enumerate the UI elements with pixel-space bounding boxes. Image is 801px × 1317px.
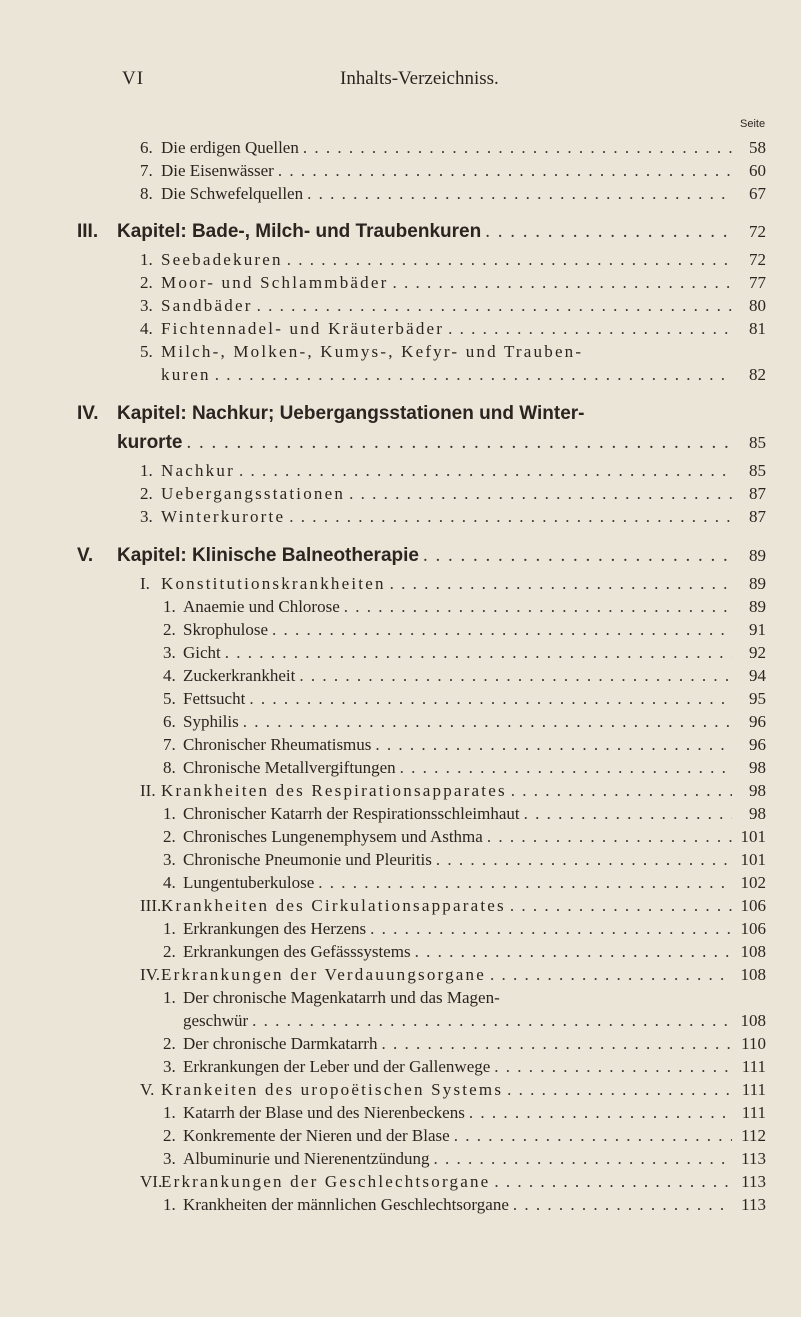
toc-entry (161, 507, 766, 531)
toc-entry-number: 5. (140, 342, 153, 361)
toc-entry-number: 3. (163, 850, 176, 869)
leader-dots (490, 1057, 732, 1077)
toc-entry (183, 919, 766, 943)
toc-entry (117, 432, 766, 456)
toc-entry-title: Erkrankungen der Leber und der Gallenwege (183, 1057, 491, 1076)
toc-entry (161, 161, 766, 185)
toc-entry-title: Sandbäder (161, 296, 253, 315)
toc-entry-number: 2. (163, 1034, 176, 1053)
leader-dots (283, 250, 732, 270)
leader-dots (182, 432, 732, 454)
toc-entry-page: 106 (740, 896, 766, 915)
leader-dots (481, 221, 732, 243)
toc-entry-page: 82 (749, 365, 766, 384)
toc-entry (183, 1011, 766, 1035)
toc-entry (183, 804, 766, 828)
toc-entry-page: 108 (740, 942, 766, 961)
leader-dots (432, 850, 732, 870)
toc-entry (117, 403, 766, 427)
toc-entry-page: 81 (749, 319, 766, 338)
leader-dots (419, 545, 732, 567)
leader-dots (299, 138, 732, 158)
toc-entry-title: Chronischer Katarrh der Respirationsschleimhaut (183, 804, 520, 823)
toc-entry-title: kuren (161, 365, 211, 384)
toc-entry-page: 87 (749, 484, 766, 503)
leader-dots (465, 1103, 732, 1123)
toc-entry-number: III. (140, 896, 162, 915)
toc-entry-number: 1. (163, 988, 176, 1007)
toc-entry-number: 4. (163, 666, 176, 685)
toc-entry-title: Fettsucht (183, 689, 246, 708)
toc-entry-title: geschwür (183, 1011, 249, 1030)
toc-entry-title: Gicht (183, 643, 221, 662)
toc-entry (161, 342, 766, 366)
toc-entry-title: Milch-, Molken-, Kumys-, Kefyr- und Trauben- (161, 342, 584, 361)
leader-dots (444, 319, 732, 339)
toc-entry (183, 689, 766, 713)
toc-entry-number: 8. (163, 758, 176, 777)
toc-entry-title: Erkrankungen der Verdauungsorgane (161, 965, 487, 984)
toc-entry-page: 87 (749, 507, 766, 526)
leader-dots (506, 896, 732, 916)
toc-entry-page: 67 (749, 184, 766, 203)
leader-dots (503, 1080, 732, 1100)
toc-entry-number: 3. (163, 1057, 176, 1076)
toc-entry-page: 77 (749, 273, 766, 292)
seite-label: Seite (740, 118, 766, 130)
toc-entry-number: 1. (163, 1103, 176, 1122)
leader-dots (509, 1195, 732, 1215)
leader-dots (490, 1172, 732, 1192)
toc-entry (117, 545, 766, 569)
leader-dots (314, 873, 732, 893)
toc-entry-title: Chronisches Lungenemphysem und Asthma (183, 827, 483, 846)
toc-entry (161, 250, 766, 274)
toc-entry (161, 574, 766, 598)
leader-dots (221, 643, 732, 663)
toc-entry-number: V. (77, 545, 94, 566)
toc-entry (183, 620, 766, 644)
toc-entry-page: 72 (749, 222, 766, 241)
toc-entry-number: 6. (140, 138, 153, 157)
toc-entry (183, 850, 766, 874)
toc-entry-number: 2. (163, 827, 176, 846)
toc-entry-title: Krankheiten der männlichen Geschlechtsorgane (183, 1195, 509, 1214)
toc-entry-page: 89 (749, 597, 766, 616)
toc-entry-number: 3. (163, 1149, 176, 1168)
toc-entry (183, 1126, 766, 1150)
toc-entry-number: II. (140, 781, 156, 800)
toc-entry-page: 95 (749, 689, 766, 708)
toc-entry (183, 712, 766, 736)
toc-entry-number: 3. (163, 643, 176, 662)
toc-entry-number: 2. (163, 1126, 176, 1145)
toc-entry-title: Fichtennadel- und Kräuterbäder (161, 319, 445, 338)
toc-entry-number: V. (140, 1080, 155, 1099)
toc-entry-page: 108 (740, 965, 766, 984)
toc-entry-number: 4. (163, 873, 176, 892)
toc-entry-page: 92 (749, 643, 766, 662)
toc-entry-title: Kapitel: Bade-, Milch- und Traubenkuren (117, 221, 482, 242)
toc-entry-number: 2. (140, 273, 153, 292)
leader-dots (366, 919, 732, 939)
toc-entry-number: 2. (163, 942, 176, 961)
toc-entry (161, 1172, 766, 1196)
toc-entry-number: IV. (140, 965, 160, 984)
toc-entry-number: 2. (163, 620, 176, 639)
toc-entry-page: 98 (749, 804, 766, 823)
toc-entry-page: 98 (749, 758, 766, 777)
toc-entry-page: 113 (741, 1149, 766, 1168)
toc-entry-title: Winterkurorte (161, 507, 286, 526)
leader-dots (450, 1126, 732, 1146)
toc-entry-page: 111 (741, 1057, 766, 1076)
toc-entry (161, 965, 766, 989)
toc-entry-page: 80 (749, 296, 766, 315)
toc-entry-page: 96 (749, 712, 766, 731)
toc-entry-title: Nachkur (161, 461, 235, 480)
toc-entry (161, 138, 766, 162)
toc-entry-number: 2. (140, 484, 153, 503)
toc-entry-page: 91 (749, 620, 766, 639)
leader-dots (377, 1034, 732, 1054)
toc-entry-page: 58 (749, 138, 766, 157)
toc-entry-page: 85 (749, 461, 766, 480)
toc-entry-title: Erkrankungen des Gefässsystems (183, 942, 411, 961)
toc-entry (183, 1149, 766, 1173)
leader-dots (345, 484, 732, 504)
toc-entry-number: 7. (163, 735, 176, 754)
toc-entry-title: kurorte (117, 432, 183, 453)
toc-entry-page: 102 (740, 873, 766, 892)
leader-dots (285, 507, 732, 527)
toc-entry (161, 365, 766, 389)
toc-entry-page: 101 (740, 850, 766, 869)
toc-entry-title: Kapitel: Klinische Balneotherapie (117, 545, 419, 566)
toc-entry-title: Chronische Pneumonie und Pleuritis (183, 850, 432, 869)
toc-entry-title: Chronischer Rheumatismus (183, 735, 372, 754)
toc-entry-page: 111 (741, 1103, 766, 1122)
leader-dots (340, 597, 732, 617)
toc-entry-number: III. (77, 221, 99, 242)
page-number: VI (122, 68, 145, 89)
toc-entry (183, 758, 766, 782)
leader-dots (386, 574, 732, 594)
toc-entry (161, 184, 766, 208)
toc-entry-title: Anaemie und Chlorose (183, 597, 340, 616)
leader-dots (396, 758, 732, 778)
toc-entry-number: IV. (77, 403, 99, 424)
toc-entry-page: 111 (741, 1080, 766, 1099)
leader-dots (411, 942, 732, 962)
toc-entry-page: 94 (749, 666, 766, 685)
toc-entry-number: 1. (163, 597, 176, 616)
toc-entry (161, 484, 766, 508)
toc-entry-title: Skrophulose (183, 620, 268, 639)
toc-entry-title: Konstitutionskrankheiten (161, 574, 386, 593)
toc-entry (183, 597, 766, 621)
toc-entry-title: Lungentuberkulose (183, 873, 315, 892)
toc-entry (183, 873, 766, 897)
toc-entry (183, 666, 766, 690)
toc-entry-number: 1. (163, 1195, 176, 1214)
toc-entry-title: Kapitel: Nachkur; Uebergangsstationen und Winter- (117, 403, 585, 424)
toc-entry-page: 101 (740, 827, 766, 846)
leader-dots (274, 161, 732, 181)
toc-entry-title: Krankeiten des uropoëtischen Systems (161, 1080, 504, 1099)
toc-entry-title: Der chronische Darmkatarrh (183, 1034, 378, 1053)
toc-entry-title: Die Schwefelquellen (161, 184, 304, 203)
toc-entry-title: Die Eisenwässer (161, 161, 274, 180)
leader-dots (248, 1011, 732, 1031)
toc-entry-number: 6. (163, 712, 176, 731)
toc-entry (183, 988, 766, 1012)
toc-entry-title: Seebadekuren (161, 250, 283, 269)
toc-entry-title: Uebergangsstationen (161, 484, 346, 503)
toc-entry (161, 296, 766, 320)
toc-entry-title: Krankheiten des Cirkulationsapparates (161, 896, 506, 915)
toc-entry (183, 1057, 766, 1081)
leader-dots (486, 965, 732, 985)
toc-entry (161, 781, 766, 805)
leader-dots (429, 1149, 732, 1169)
toc-entry (161, 273, 766, 297)
toc-entry-number: 7. (140, 161, 153, 180)
toc-entry-title: Moor- und Schlammbäder (161, 273, 389, 292)
toc-entry (161, 1080, 766, 1104)
toc-entry-number: 4. (140, 319, 153, 338)
page-title: Inhalts-Verzeichniss. (340, 68, 499, 89)
toc-entry (183, 1195, 766, 1219)
toc-entry-title: Katarrh der Blase und des Nierenbeckens (183, 1103, 465, 1122)
toc-entry-number: 1. (163, 919, 176, 938)
leader-dots (507, 781, 732, 801)
toc-entry-page: 72 (749, 250, 766, 269)
leader-dots (483, 827, 732, 847)
toc-entry-page: 113 (741, 1172, 766, 1191)
leader-dots (268, 620, 732, 640)
toc-entry (183, 942, 766, 966)
toc-entry (183, 735, 766, 759)
toc-entry-page: 96 (749, 735, 766, 754)
toc-entry (161, 896, 766, 920)
toc-entry-page: 106 (740, 919, 766, 938)
leader-dots (388, 273, 732, 293)
toc-entry-title: Zuckerkrankheit (183, 666, 296, 685)
toc-entry-number: 8. (140, 184, 153, 203)
toc-entry-title: Die erdigen Quellen (161, 138, 299, 157)
toc-entry-page: 112 (741, 1126, 766, 1145)
toc-entry-title: Erkrankungen des Herzens (183, 919, 367, 938)
toc-entry-title: Chronische Metallvergiftungen (183, 758, 396, 777)
toc-entry (161, 461, 766, 485)
toc-entry-title: Der chronische Magenkatarrh und das Magen- (183, 988, 500, 1007)
toc-entry-number: 1. (163, 804, 176, 823)
toc-entry-page: 110 (741, 1034, 766, 1053)
toc-entry-title: Konkremente der Nieren und der Blase (183, 1126, 450, 1145)
toc-entry-page: 113 (741, 1195, 766, 1214)
toc-entry (183, 1034, 766, 1058)
toc-entry (161, 319, 766, 343)
leader-dots (303, 184, 732, 204)
toc-entry (183, 1103, 766, 1127)
toc-entry-page: 60 (749, 161, 766, 180)
leader-dots (239, 712, 732, 732)
leader-dots (245, 689, 732, 709)
toc-entry-page: 108 (740, 1011, 766, 1030)
toc-entry-title: Syphilis (183, 712, 239, 731)
toc-entry (183, 643, 766, 667)
toc-entry-title: Erkrankungen der Geschlechtsorgane (161, 1172, 491, 1191)
toc-entry-page: 85 (749, 433, 766, 452)
toc-entry-number: 5. (163, 689, 176, 708)
leader-dots (295, 666, 732, 686)
leader-dots (371, 735, 732, 755)
leader-dots (211, 365, 732, 385)
leader-dots (235, 461, 732, 481)
toc-entry-number: 3. (140, 507, 153, 526)
toc-entry-number: 1. (140, 461, 153, 480)
leader-dots (253, 296, 732, 316)
toc-entry-number: VI. (140, 1172, 163, 1191)
toc-entry-number: 3. (140, 296, 153, 315)
leader-dots (520, 804, 732, 824)
toc-entry-page: 98 (749, 781, 766, 800)
toc-entry-number: I. (140, 574, 150, 593)
toc-entry-page: 89 (749, 574, 766, 593)
toc-entry-page: 89 (749, 546, 766, 565)
toc-entry-title: Krankheiten des Respirationsapparates (161, 781, 507, 800)
toc-entry-number: 1. (140, 250, 153, 269)
toc-entry (183, 827, 766, 851)
toc-entry-title: Albuminurie und Nierenentzündung (183, 1149, 430, 1168)
toc-entry (117, 221, 766, 245)
